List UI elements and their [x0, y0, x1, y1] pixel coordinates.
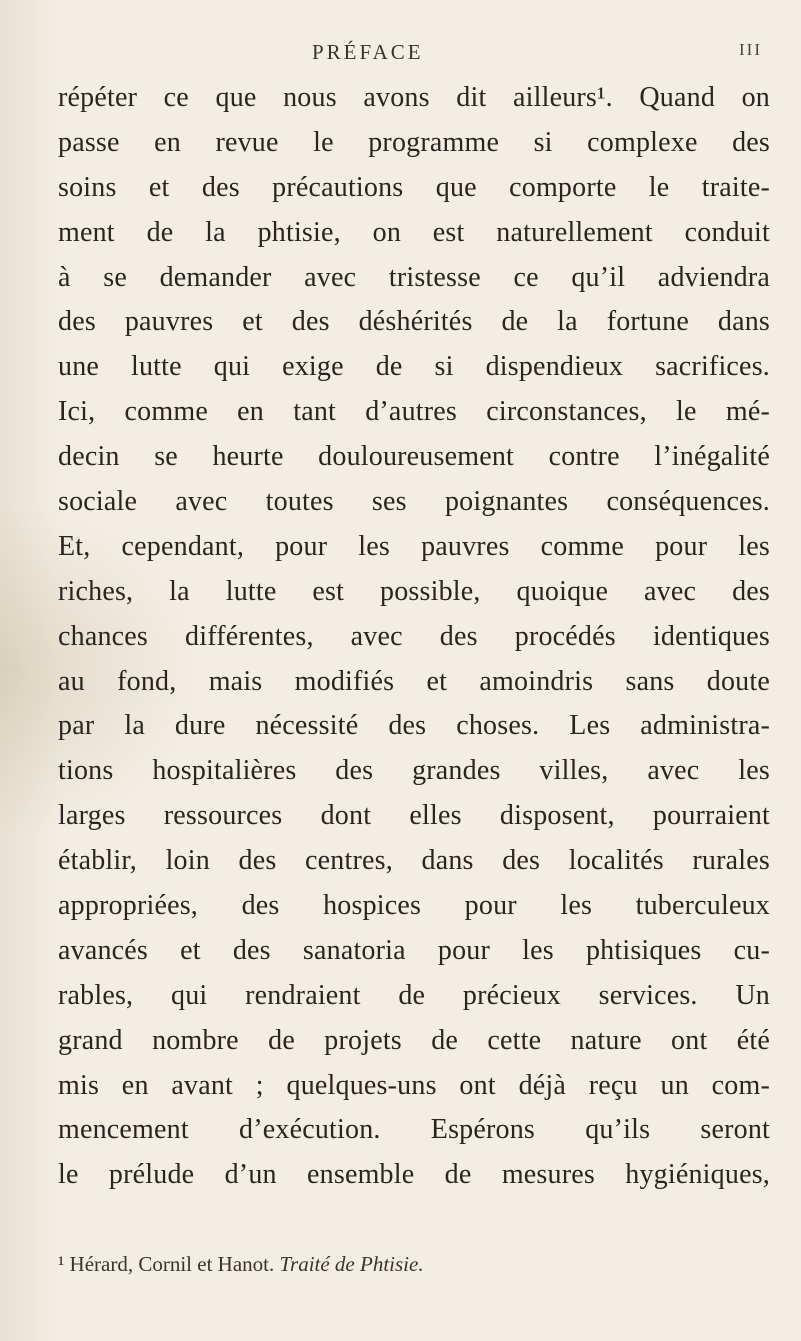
text-line: établir, loin des centres, dans des localités rurales: [58, 845, 770, 877]
text-line: Ici, comme en tant d’autres circonstances, le mé-: [58, 396, 770, 428]
text-line: par la dure nécessité des choses. Les administra-: [58, 710, 770, 742]
text-line: tions hospitalières des grandes villes, avec les: [58, 755, 770, 787]
text-line: avancés et des sanatoria pour les phtisiques cu-: [58, 934, 770, 966]
footnote-authors: Hérard, Cornil et Hanot.: [69, 1252, 275, 1276]
text-line: larges ressources dont elles disposent, pourraient: [58, 800, 770, 832]
footnote-work-title: Traité de Phtisie.: [279, 1252, 424, 1276]
body-text: [58, 76, 770, 1198]
page-title: PRÉFACE: [312, 40, 424, 64]
text-line: mis en avant ; quelques-uns ont déjà reçu un com-: [58, 1069, 770, 1101]
running-head: [0, 40, 801, 70]
text-line: passe en revue le programme si complexe des: [58, 126, 770, 158]
text-line: grand nombre de projets de cette nature ont été: [58, 1024, 770, 1056]
text-line: mencement d’exécution. Espérons qu’ils seront: [58, 1114, 770, 1146]
text-line: chances différentes, avec des procédés identiques: [58, 620, 770, 652]
text-line: à se demander avec tristesse ce qu’il adviendra: [58, 261, 770, 293]
text-line: des pauvres et des déshérités de la fortune dans: [58, 306, 770, 338]
text-line: decin se heurte douloureusement contre l’inégalité: [58, 441, 770, 473]
page-number: III: [739, 40, 762, 59]
text-line: ment de la phtisie, on est naturellement conduit: [58, 216, 770, 248]
text-line: sociale avec toutes ses poignantes conséquences.: [58, 486, 770, 518]
footnote-marker: ¹: [58, 1252, 65, 1276]
text-line: appropriées, des hospices pour les tuberculeux: [58, 890, 770, 922]
text-line: soins et des précautions que comporte le traite-: [58, 171, 770, 203]
footnote: [58, 1252, 770, 1277]
text-line: Et, cependant, pour les pauvres comme pour les: [58, 530, 770, 562]
text-line: au fond, mais modifiés et amoindris sans doute: [58, 665, 770, 697]
text-line: répéter ce que nous avons dit ailleurs¹. Quand on: [58, 82, 770, 113]
text-line: rables, qui rendraient de précieux services. Un: [58, 979, 770, 1011]
text-line: une lutte qui exige de si dispendieux sacrifices.: [58, 351, 770, 383]
text-line: le prélude d’un ensemble de mesures hygiéniques,: [58, 1159, 770, 1191]
text-line: riches, la lutte est possible, quoique avec des: [58, 575, 770, 607]
